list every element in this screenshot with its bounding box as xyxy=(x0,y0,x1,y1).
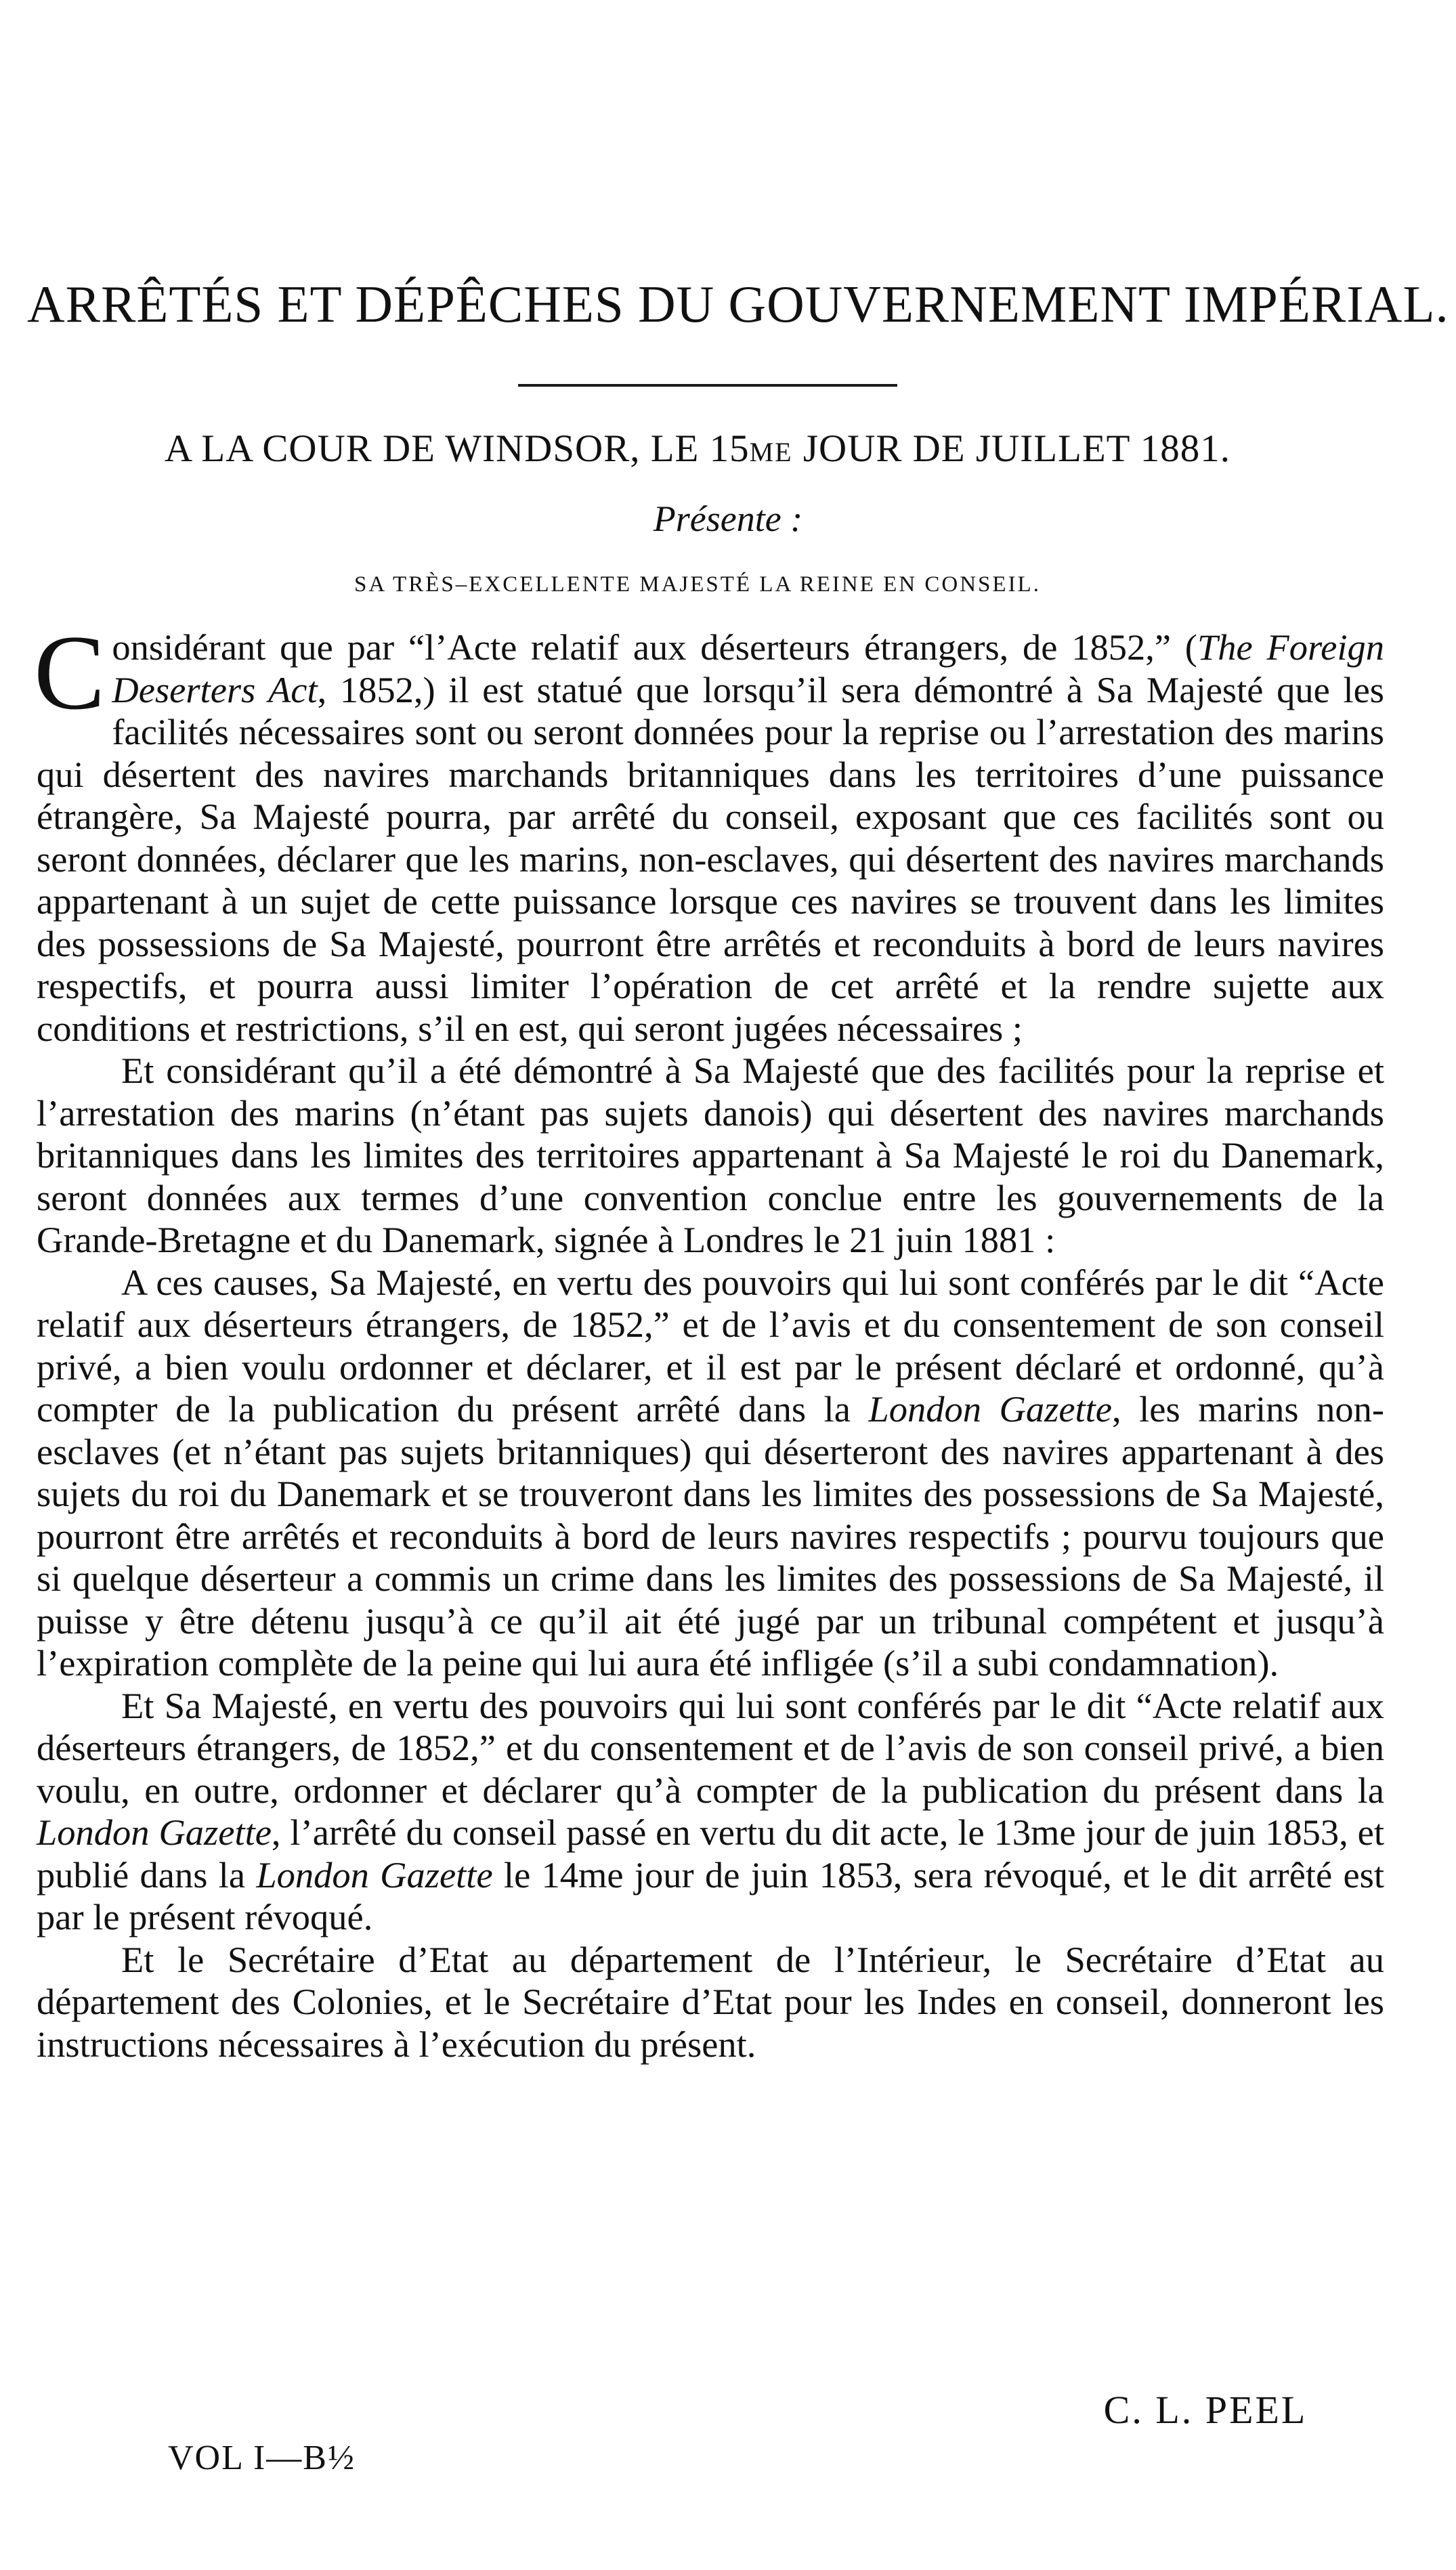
presente-label: Présente : xyxy=(653,498,803,539)
title-divider xyxy=(518,384,897,387)
paragraph-et-considerant: Et considérant qu’il a été démontré à Sa Majesté que des facilités pour la reprise et l’arrestation des marins (n’étant pas sujets danois) qui désertent des navires marchands britanniques dans les limites des territoires appartenant à Sa Majesté le roi du Danemark, seront données aux termes d’une convention conclue entre les gouvernements de la Grande-Bretagne et du Danemark, signée à Londres le 21 juin 1881 : xyxy=(37,1050,1384,1260)
paragraph-4-text-a: Et Sa Majesté, en vertu des pouvoirs qui lui sont conférés par le dit “Acte relatif aux déserteurs étrangers, de 1852,” et du consentement et de l’avis de son conseil privé, a bien voulu, en outre, ordonner et déclarer qu’à compter de la publication du présent dans la xyxy=(37,1684,1384,1811)
majesty-line: SA TRÈS–EXCELLENTE MAJESTÉ LA REINE EN CONSEIL. xyxy=(354,572,1041,597)
paragraph-4-text-b: , l’arrêté du conseil passé en vertu du dit acte, le 13me jour de juin 1853, et publié dans la xyxy=(37,1812,1384,1896)
paragraph-secretaire: Et le Secrétaire d’Etat au département de l’Intérieur, le Secrétaire d’Etat au département des Colonies, et le Secrétaire d’Etat pour les Indes en conseil, donneront les instructions nécessaires à l’exécution du présent. xyxy=(37,1938,1384,2065)
paragraph-1-text-a: Considérant que par “l’Acte relatif aux déserteurs étrangers, de 1852,” ( xyxy=(34,614,1197,732)
paragraph-considerant xyxy=(34,614,1384,1050)
paragraph-4-text-c: le 14me jour de juin 1853, sera révoqué, et le dit arrêté est par le présent révoqué. xyxy=(37,1854,1384,1937)
paragraph-3-text-a: A ces causes, Sa Majesté, en vertu des pouvoirs qui lui sont conférés par le dit “Acte relatif aux déserteurs étrangers, de 1852,” et de l’avis et du consentement de son conseil privé, a bien voulu ordonner et déclarer, et il est par le présent déclaré et ordonné, qu’à compter de la publication du présent arrêté dans la xyxy=(37,1261,1384,1430)
paragraph-a-ces-causes xyxy=(37,1262,1384,1685)
london-gazette-ref: London Gazette xyxy=(868,1388,1112,1430)
paragraph-3-text-b: , les marins non-esclaves (et n’étant pas sujets britanniques) qui déserteront des navires appartenant à des sujets du roi du Danemark et se trouveront dans les limites des possessions de Sa Majesté, pourront être arrêtés et reconduits à bord de leurs navires respectifs ; pourvu toujours que si quelque déserteur a commis un crime dans les limites des possessions de Sa Majesté, il puisse y être détenu jusqu’à ce qu’il ait été jugé par un tribunal compétent et jusqu’à l’expiration complète de la peine qui lui aura été infligée (s’il a subi condamnation). xyxy=(37,1388,1384,1684)
london-gazette-ref: London Gazette xyxy=(37,1812,272,1853)
document-title: ARRÊTÉS ET DÉPÊCHES DU GOUVERNEMENT IMPÉRIAL. xyxy=(27,275,1449,333)
court-date-line xyxy=(41,427,1354,471)
signature: C. L. PEEL xyxy=(1103,2388,1308,2432)
document-body xyxy=(34,614,1384,2065)
london-gazette-ref: London Gazette xyxy=(256,1854,493,1896)
volume-marker: VOL I—B½ xyxy=(168,2439,356,2477)
court-line-day-suffix: ME xyxy=(749,437,793,467)
court-line-end: JOUR DE JUILLET 1881. xyxy=(792,427,1230,470)
paragraph-1-text-b: , 1852,) il est statué que lorsqu’il sera démontré à Sa Majesté que les facilités nécessaires sont ou seront données pour la reprise ou l’arrestation des marins qui désertent des navires marchands britanniques dans les territoires d’une puissance étrangère, Sa Majesté pourra, par arrêté du conseil, exposant que ces facilités sont ou seront données, déclarer que les marins, non-esclaves, qui désertent des navires marchands appartenant à un sujet de cette puissance lorsque ces navires se trouvent dans les limites des possessions de Sa Majesté, pourront être arrêtés et reconduits à bord de leurs navires respectifs, et pourra aussi limiter l’opération de cet arrêté et la rendre sujette aux conditions et restrictions, s’il en est, qui seront jugées nécessaires ; xyxy=(37,668,1384,1049)
paragraph-et-sa-majeste xyxy=(37,1685,1384,1939)
court-line-start: A LA COUR DE WINDSOR, LE 15 xyxy=(165,427,750,470)
act-title: The Foreign Deserters Act xyxy=(112,626,1384,710)
